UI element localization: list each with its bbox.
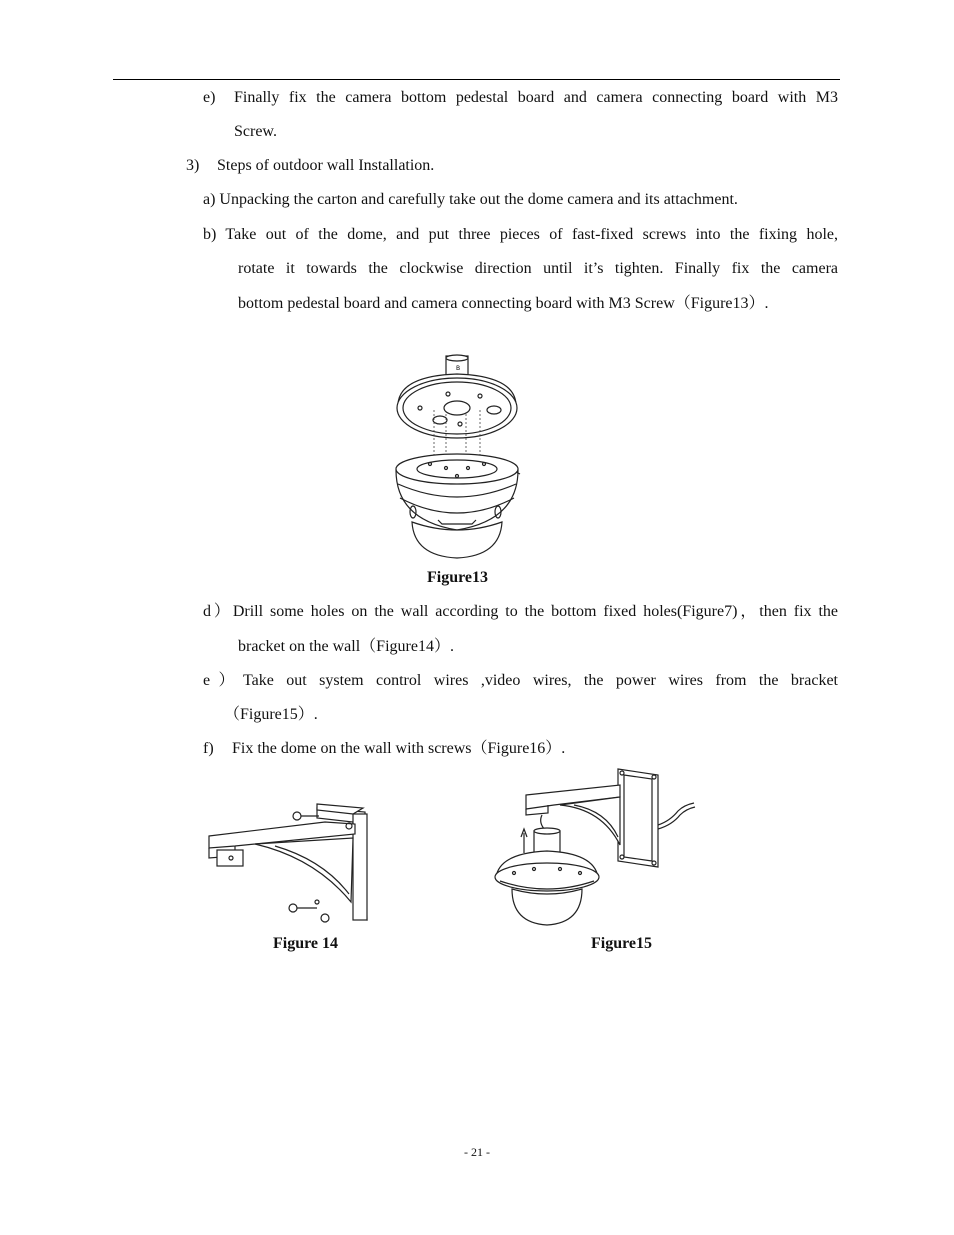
figure13-caption: Figure13 (427, 569, 489, 586)
figure13-dome-exploded-illustration (390, 352, 530, 562)
figure14-wall-bracket-illustration (205, 798, 375, 923)
step-d-line2: bracket on the wall（Figure14）. (238, 638, 454, 655)
header-rule (113, 79, 840, 80)
step-f-marker: f) (203, 740, 214, 757)
section3-title: Steps of outdoor wall Installation. (217, 157, 435, 174)
step-d-line1: d）Drill some holes on the wall according to the bottom fixed holes(Figure7)，then fix the (203, 603, 838, 620)
step-e-prev-line1: Finally fix the camera bottom pedestal board and camera connecting board with M3 (234, 89, 838, 106)
svg-text:B: B (456, 365, 461, 372)
section3-marker: 3) (186, 157, 200, 174)
page-number: - 21 - (464, 1145, 490, 1159)
step-e-line2: （Figure15）. (224, 706, 318, 723)
figure15-caption: Figure15 (591, 935, 653, 952)
step-e-prev-line2: Screw. (234, 123, 277, 140)
step-e-line1: e）Take out system control wires ,video wires, the power wires from the bracket (203, 672, 838, 689)
step-e-prev-marker: e) (203, 89, 216, 106)
figure14-caption: Figure 14 (273, 935, 339, 952)
step-b-line1: b) Take out of the dome, and put three pieces of fast-fixed screws into the fixing hole, (203, 226, 838, 243)
figure15-dome-mounting-illustration (490, 765, 700, 930)
step-a: a) Unpacking the carton and carefully take out the dome camera and its attachment. (203, 191, 738, 208)
step-b-line2: rotate it towards the clockwise direction until it’s tighten. Finally fix the camera (238, 260, 838, 277)
step-b-line3: bottom pedestal board and camera connecting board with M3 Screw（Figure13）. (238, 295, 769, 312)
step-f-text: Fix the dome on the wall with screws（Figure16）. (232, 740, 566, 757)
